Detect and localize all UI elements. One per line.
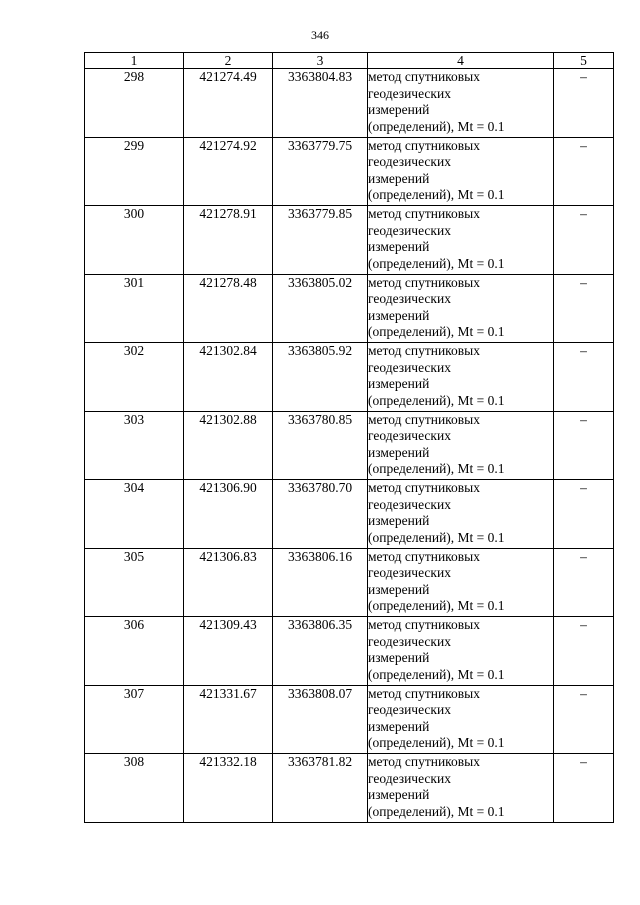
table-row	[85, 343, 614, 412]
header-col-3: 3	[273, 53, 368, 69]
method-line: метод спутниковых	[368, 343, 480, 358]
y-coordinate-cell: 3363804.83	[273, 69, 368, 138]
point-number-cell: 308	[85, 754, 184, 823]
point-number-cell: 305	[85, 548, 184, 617]
point-number-cell: 298	[85, 69, 184, 138]
col5-cell: –	[554, 343, 614, 412]
coordinates-table	[84, 52, 614, 823]
method-cell	[368, 617, 554, 686]
col5-cell: –	[554, 548, 614, 617]
y-coordinate-cell: 3363779.85	[273, 206, 368, 275]
point-number-cell: 304	[85, 480, 184, 549]
method-line: (определений), Mt = 0.1	[368, 118, 505, 134]
point-number-cell: 303	[85, 411, 184, 480]
col5-cell: –	[554, 617, 614, 686]
col5-cell: –	[554, 685, 614, 754]
method-line: измерений	[368, 239, 430, 254]
x-coordinate-cell: 421332.18	[184, 754, 273, 823]
method-line: геодезических	[368, 633, 451, 649]
method-line: измерений	[368, 581, 430, 597]
method-line: геодезических	[368, 222, 451, 238]
col5-cell: –	[554, 206, 614, 275]
x-coordinate-cell: 421309.43	[184, 617, 273, 686]
page-number: 346	[311, 28, 329, 42]
method-line: метод спутниковых	[368, 617, 480, 632]
method-line: (определений), Mt = 0.1	[368, 324, 505, 339]
method-line: измерений	[368, 513, 430, 528]
method-cell	[368, 69, 554, 138]
method-line: геодезических	[368, 702, 451, 717]
method-line: измерений	[368, 170, 430, 186]
method-line: метод спутниковых	[368, 754, 480, 769]
method-line: (определений), Mt = 0.1	[368, 187, 505, 202]
method-line: метод спутниковых	[368, 206, 480, 221]
method-cell	[368, 411, 554, 480]
col5-cell: –	[554, 754, 614, 823]
y-coordinate-cell: 3363779.75	[273, 137, 368, 206]
method-line: метод спутниковых	[368, 69, 480, 84]
method-line: метод спутниковых	[368, 685, 480, 701]
header-col-5: 5	[554, 53, 614, 69]
y-coordinate-cell: 3363806.35	[273, 617, 368, 686]
method-line: измерений	[368, 718, 430, 734]
method-line: метод спутниковых	[368, 137, 480, 153]
method-line: (определений), Mt = 0.1	[368, 461, 505, 476]
table-row	[85, 617, 614, 686]
y-coordinate-cell: 3363808.07	[273, 685, 368, 754]
method-line: измерений	[368, 444, 430, 460]
method-line: геодезических	[368, 359, 451, 375]
x-coordinate-cell: 421274.49	[184, 69, 273, 138]
x-coordinate-cell: 421306.83	[184, 548, 273, 617]
point-number-cell: 302	[85, 343, 184, 412]
x-coordinate-cell: 421302.88	[184, 411, 273, 480]
method-line: геодезических	[368, 291, 451, 306]
method-line: измерений	[368, 307, 430, 323]
method-line: измерений	[368, 376, 430, 391]
method-line: (определений), Mt = 0.1	[368, 529, 505, 545]
table-row	[85, 137, 614, 206]
point-number-cell: 306	[85, 617, 184, 686]
table-row	[85, 69, 614, 138]
col5-cell: –	[554, 480, 614, 549]
table-row	[85, 754, 614, 823]
x-coordinate-cell: 421306.90	[184, 480, 273, 549]
point-number-cell: 307	[85, 685, 184, 754]
method-cell	[368, 343, 554, 412]
method-line: геодезических	[368, 428, 451, 443]
method-cell	[368, 206, 554, 275]
col5-cell: –	[554, 274, 614, 343]
point-number-cell: 300	[85, 206, 184, 275]
x-coordinate-cell: 421278.91	[184, 206, 273, 275]
point-number-cell: 301	[85, 274, 184, 343]
method-line: метод спутниковых	[368, 480, 480, 495]
table-row	[85, 274, 614, 343]
method-cell	[368, 274, 554, 343]
x-coordinate-cell: 421331.67	[184, 685, 273, 754]
x-coordinate-cell: 421302.84	[184, 343, 273, 412]
method-line: (определений), Mt = 0.1	[368, 735, 505, 750]
method-cell	[368, 685, 554, 754]
y-coordinate-cell: 3363806.16	[273, 548, 368, 617]
method-line: геодезических	[368, 154, 451, 169]
header-col-2: 2	[184, 53, 273, 69]
method-line: измерений	[368, 102, 430, 117]
y-coordinate-cell: 3363781.82	[273, 754, 368, 823]
method-line: (определений), Mt = 0.1	[368, 803, 505, 819]
method-line: метод спутниковых	[368, 274, 480, 290]
method-line: геодезических	[368, 85, 451, 101]
table-body	[85, 69, 614, 823]
method-line: (определений), Mt = 0.1	[368, 598, 505, 613]
header-col-4: 4	[368, 53, 554, 69]
method-cell	[368, 137, 554, 206]
method-cell	[368, 480, 554, 549]
table-row	[85, 480, 614, 549]
method-line: геодезических	[368, 565, 451, 580]
method-line: метод спутниковых	[368, 411, 480, 427]
method-line: (определений), Mt = 0.1	[368, 255, 505, 271]
table-row	[85, 411, 614, 480]
method-line: измерений	[368, 650, 430, 665]
y-coordinate-cell: 3363780.70	[273, 480, 368, 549]
table-row	[85, 685, 614, 754]
point-number-cell: 299	[85, 137, 184, 206]
header-col-1: 1	[85, 53, 184, 69]
method-cell	[368, 754, 554, 823]
x-coordinate-cell: 421278.48	[184, 274, 273, 343]
x-coordinate-cell: 421274.92	[184, 137, 273, 206]
method-line: геодезических	[368, 496, 451, 512]
method-line: геодезических	[368, 770, 451, 786]
method-line: измерений	[368, 787, 430, 802]
col5-cell: –	[554, 69, 614, 138]
method-line: (определений), Mt = 0.1	[368, 392, 505, 408]
table-header-row	[85, 53, 614, 69]
table-row	[85, 206, 614, 275]
method-cell	[368, 548, 554, 617]
y-coordinate-cell: 3363805.92	[273, 343, 368, 412]
col5-cell: –	[554, 137, 614, 206]
y-coordinate-cell: 3363805.02	[273, 274, 368, 343]
method-line: метод спутниковых	[368, 548, 480, 564]
col5-cell: –	[554, 411, 614, 480]
method-line: (определений), Mt = 0.1	[368, 666, 505, 682]
table-row	[85, 548, 614, 617]
y-coordinate-cell: 3363780.85	[273, 411, 368, 480]
